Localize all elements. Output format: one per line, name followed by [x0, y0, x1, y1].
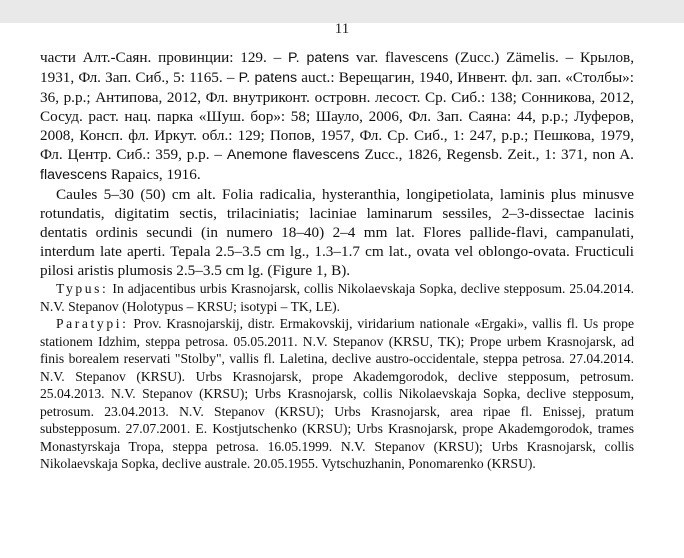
paratypi-text: Prov. Krasnojarskij, distr. Ermakovskij, viridarium nationale «Ergaki», vallis fl. Us prope stationem Idzhim, steppa petrosa. 05.05.2011. N.V. Stepanov (KRSU, TK); Prope urbem Krasnojarsk, ad finis borealem reservati "Stolby", vallis fl. Laletina, declive austro-occidentale, steppa petrosa. 27.04.2014. N.V. Stepanov (KRSU). Urbs Krasnojarsk, prope Akademgorodok, declive stepposum, petrosum. 25.04.2013. N.V. Stepanov (KRSU); Urbs Krasnojarsk, collis Nikolaevskaja Sopka, declive stepposum, petrosum. 23.04.2013. N.V. Stepanov (KRSU); Urbs Krasnojarsk, area ripae fl. Enissej, pratum substepposum. 27.07.2001. E. Kostjutschenko (KRSU); Urbs Krasnojarsk, prope Akademgorodok, trames Monastyrskaja Tropa, steppa petrosa. 16.05.1999. N.V. Stepanov (KRSU); Urbs Krasnojarsk, collis Nikolaevskaja Sopka, declive australe. 20.05.1955. Vytschuzhanin, Ponomarenko (KRSU). — [40, 316, 634, 471]
page-body — [40, 48, 634, 473]
description-paragraph: Caules 5–30 (50) cm alt. Folia radicalia, hysteranthia, longipetiolata, laminis plus minusve rotundatis, digitatim sectis, trilaciniatis; laciniae laminarum sessiles, 2–3-dissectae lacinis dentatis ordinis secundi (in numero 18–40) 2–4 mm lat. Flores pallide-flavi, campanulati, interdum late aperti. Tepala 2.5–3.5 cm lg., 1.3–1.7 cm lat., ovata vel oblongo-ovata. Fructiculi pilosi aristis plumosis 2.5–3.5 cm lg. (Figure 1, B). — [40, 186, 634, 279]
synonymy-text: Rapaics, 1916. — [107, 166, 201, 183]
paratypi-paragraph — [40, 315, 634, 473]
synonymy-text: var. flavescens (Zucc.) Zämelis. – Крылов, 1931, Фл. Зап. Сиб., 5: 1165. – — [40, 49, 635, 86]
taxon-name: P. patens — [287, 50, 350, 66]
taxon-name: Anemone flavescens — [226, 147, 360, 163]
page-number: 11 — [334, 21, 350, 37]
taxon-name: P. patens — [238, 70, 298, 86]
typus-text: In adjacentibus urbis Krasnojarsk, collis Nikolaevskaja Sopka, declive stepposum. 25.04.2014. N.V. Stepanov (Holotypus – KRSU; isotypi – TK, LE). — [40, 281, 634, 314]
synonymy-text: части Алт.-Саян. провинции: 129. – — [40, 49, 288, 66]
paratypi-label: Paratypi: — [56, 316, 129, 331]
synonymy-text: Zucc., 1826, Regensb. Zeit., 1: 371, non A. — [359, 146, 634, 163]
taxon-name: flavescens — [40, 167, 108, 183]
synonymy-text: auct.: Верещагин, 1940, Инвент. фл. зап. «Столбы»: 36, p.p.; Антипова, 2012, Фл. внутриконт. островн. лесост. Ср. Сиб.: 138; Сонникова, 2012, Сосуд. раст. нац. парка «Шуш. бор»: 58; Шауло, 2006, Фл. Зап. Саяна: 44, p.p.; Луферов, 2008, Консп. фл. Иркут. обл.: 129; Попов, 1957, Фл. Ср. Сиб., 1: 247, p.p.; Пешкова, 1979, Фл. Центр. Сиб.: 359, p.p. – — [40, 69, 634, 163]
synonymy-paragraph — [40, 48, 634, 185]
typus-label: Typus: — [56, 281, 109, 296]
typus-paragraph — [40, 280, 634, 315]
page-top-band — [0, 0, 684, 23]
